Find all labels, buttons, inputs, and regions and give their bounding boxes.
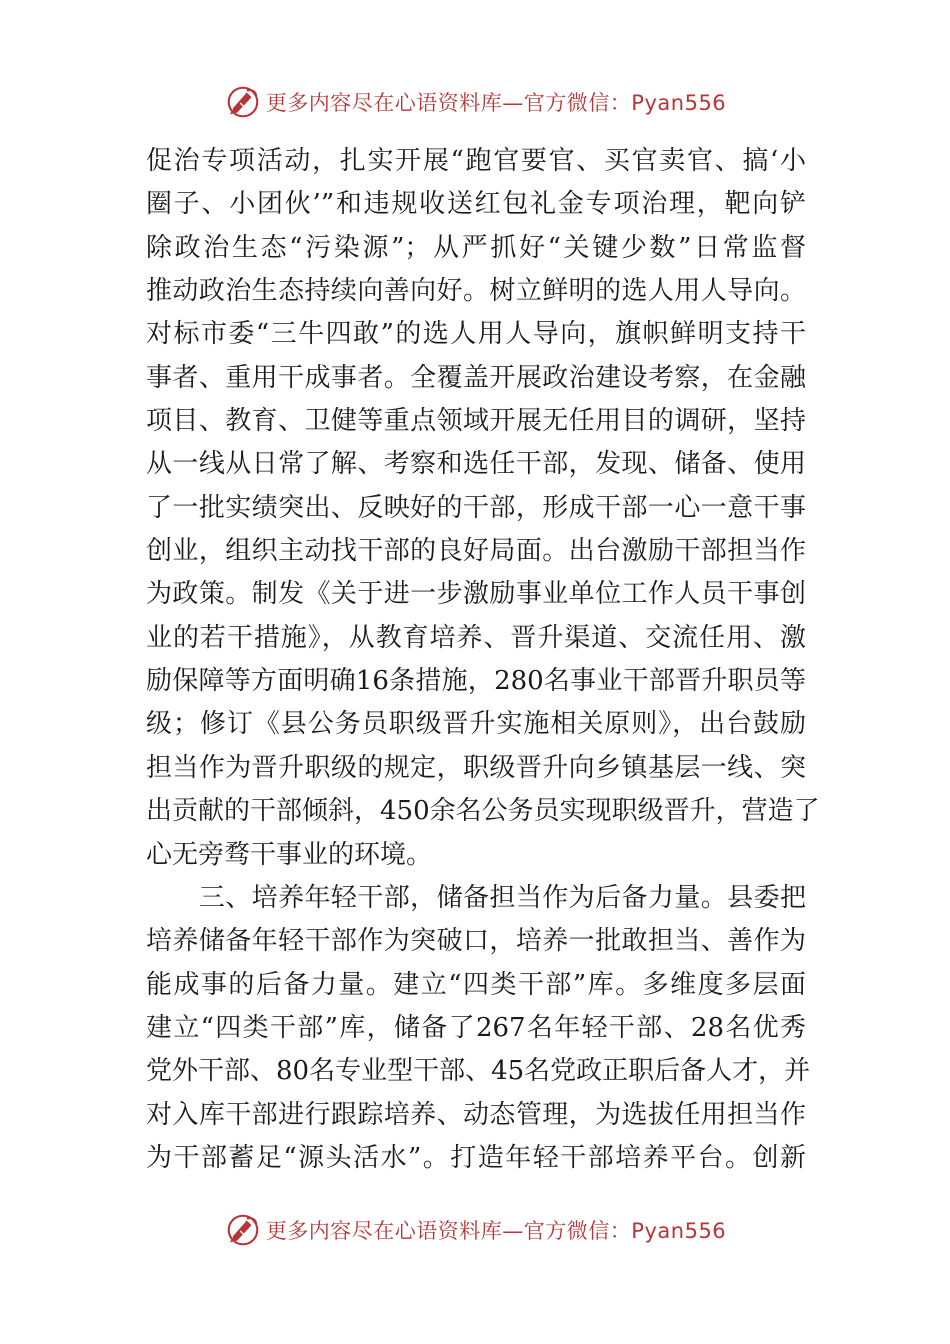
footer-banner	[0, 1208, 950, 1252]
text-line: 为政策。制发《关于进一步激励事业单位工作人员干事创	[146, 579, 806, 610]
text-line: 培养储备年轻干部作为突破口，培养一批敢担当、善作为	[146, 926, 806, 957]
text-line: 担当作为晋升职级的规定，职级晋升向乡镇基层一线、突	[146, 752, 806, 783]
header-banner-text: 更多内容尽在心语资料库—官方微信：Pyan556	[265, 91, 727, 115]
text-line: 创业，组织主动找干部的良好局面。出台激励干部担当作	[146, 536, 806, 567]
text-line: 项目、教育、卫健等重点领域开展无任用目的调研，坚持	[146, 406, 806, 437]
text-line: 三、培养年轻干部，储备担当作为后备力量。县委把	[146, 882, 806, 913]
pen-nib-logo-icon	[224, 1211, 262, 1249]
header-banner	[0, 80, 950, 124]
text-line: 事者、重用干成事者。全覆盖开展政治建设考察，在金融	[146, 362, 806, 393]
text-line: 级；修订《县公务员职级晋升实施相关原则》，出台鼓励	[146, 709, 806, 740]
pen-nib-logo-icon	[224, 83, 262, 121]
text-line: 对入库干部进行跟踪培养、动态管理，为选拔任用担当作	[146, 1099, 806, 1130]
document-body	[146, 140, 820, 1180]
text-line: 党外干部、80名专业型干部、45名党政正职后备人才，并	[146, 1056, 811, 1087]
text-line: 从一线从日常了解、考察和选任干部，发现、储备、使用	[146, 449, 806, 480]
text-line: 建立“四类干部”库，储备了267名年轻干部、28名优秀	[146, 1012, 806, 1043]
text-line: 推动政治生态持续向善向好。树立鲜明的选人用人导向。	[146, 276, 806, 307]
text-line: 了一批实绩突出、反映好的干部，形成干部一心一意干事	[146, 492, 806, 523]
text-line: 励保障等方面明确16条措施，280名事业干部晋升职员等	[146, 666, 806, 697]
text-line: 心无旁骛干事业的环境。	[146, 839, 433, 870]
text-line: 为干部蓄足“源头活水”。打造年轻干部培养平台。创新	[146, 1142, 806, 1173]
text-line: 除政治生态“污染源”；从严抓好“关键少数”日常监督	[146, 232, 806, 263]
text-line: 对标市委“三牛四敢”的选人用人导向，旗帜鲜明支持干	[146, 319, 806, 350]
text-line: 圈子、小团伙’”和违规收送红包礼金专项治理，靶向铲	[146, 189, 806, 220]
text-line: 促治专项活动，扎实开展“跑官要官、买官卖官、搞‘小	[146, 146, 806, 176]
text-line: 业的若干措施》，从教育培养、晋升渠道、交流任用、激	[146, 622, 806, 653]
footer-banner-text: 更多内容尽在心语资料库—官方微信：Pyan556	[265, 1219, 727, 1243]
text-line: 出贡献的干部倾斜，450余名公务员实现职级晋升，营造了	[146, 796, 820, 827]
text-line: 能成事的后备力量。建立“四类干部”库。多维度多层面	[146, 969, 806, 1000]
